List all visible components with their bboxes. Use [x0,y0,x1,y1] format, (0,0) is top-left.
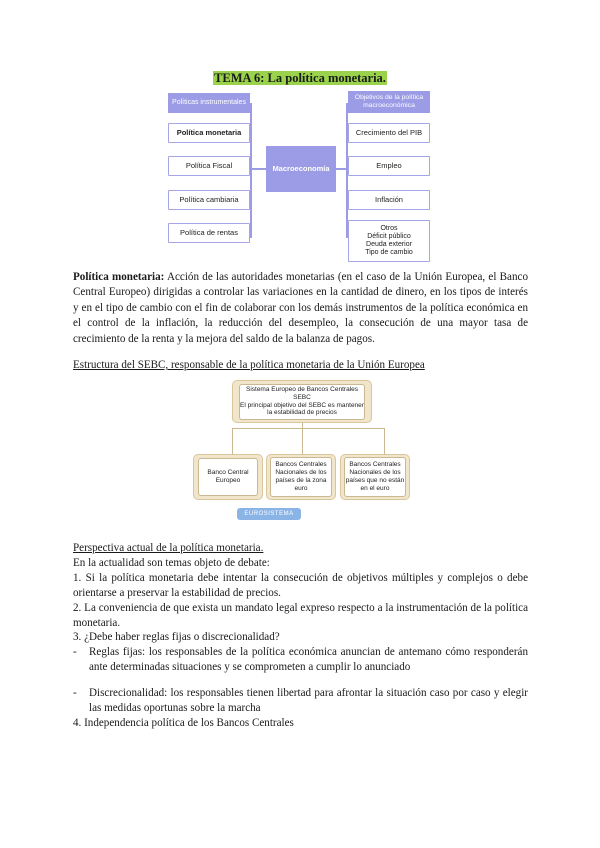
left-item-rentas: Política de rentas [168,223,250,243]
left-item-monetaria: Política monetaria [168,123,250,143]
left-connector [250,103,252,238]
left-item-fiscal: Política Fiscal [168,156,250,176]
otros-line: Tipo de cambio [365,249,413,257]
list-dash: - [73,646,77,658]
sebc-connector [232,428,233,455]
sebc-child-bce-inner: Banco Central Europeo [198,458,258,496]
sebc-connector [232,428,384,429]
center-box: Macroeconomía [266,146,336,192]
sebc-child-bcn-euro [266,454,336,500]
sebc-child-bcn-noeuro [340,454,410,500]
left-item-cambiaria: Política cambiaria [168,190,250,210]
right-header: Objetivos de la política macroeconómica [348,91,430,113]
sebc-child-bce [193,454,263,500]
sebc-top-box [232,380,372,423]
sub-item-reglas-text: Reglas fijas: los responsables de la política económica anuncian de antemano cómo responderán ante determinadas situaciones y se comprometen a cumplir lo anunciado [89,646,528,673]
center-connector [250,168,267,170]
eurosistema-badge: EUROSISTEMA [237,508,301,520]
page-title: TEMA 6: La política monetaria. [214,71,386,85]
sebc-top-title: Sistema Europeo de Bancos Centrales [245,385,358,393]
sebc-heading: Estructura del SEBC, responsable de la política monetaria de la Unión Europea [73,359,425,371]
sub-item-discrecionalidad-text: Discrecionalidad: los responsables tienen libertad para afrontar la situación caso por caso y elegir las medidas oportunas sobre la marcha [89,687,528,714]
definition-term: Política monetaria: [73,271,165,283]
sub-item-reglas [73,645,528,675]
perspectiva-point-2: 2. La conveniencia de que exista un mandato legal expreso respecto a la instrumentación de la política monetaria. [73,602,528,629]
list-dash: - [73,687,77,699]
definition-text: Acción de las autoridades monetarias (en el caso de la Unión Europea, el Banco Central Europeo) dirigidas a controlar las variaciones en la cantidad de dinero, en los tipos de interés y en el tipo de cambio con el fin de colaborar con los demás instrumentos de la política económica en el control de la inflación, la reducción del desempleo, la consecución de una mayor tasa de crecimiento de la renta y la mejora del saldo de la balanza de pagos. [73,271,528,345]
sebc-connector [302,420,303,455]
perspectiva-point-4: 4. Independencia política de los Bancos Centrales [73,717,294,729]
otros-line: Déficit público [367,232,411,240]
right-item-otros [348,220,430,262]
left-header: Políticas instrumentales [168,93,250,113]
perspectiva-heading: Perspectiva actual de la política monetaria. [73,542,264,554]
sebc-child-bcn-euro-inner: Bancos Centrales Nacionales de los países de la zona euro [270,457,332,497]
otros-title: Otros [380,224,398,232]
right-item-empleo: Empleo [348,156,430,176]
sebc-connector [384,428,385,455]
sub-item-discrecionalidad [73,686,528,716]
right-item-pib: Crecimiento del PIB [348,123,430,143]
sebc-top-inner [239,384,365,420]
right-item-inflacion: Inflación [348,190,430,210]
definition-paragraph [73,270,528,347]
perspectiva-intro: En la actualidad son temas objeto de debate: [73,557,270,569]
otros-line: Deuda exterior [366,241,412,248]
perspectiva-point-3: 3. ¿Debe haber reglas fijas o discrecionalidad? [73,631,280,643]
sebc-top-abbr: SEBC [293,393,311,401]
sebc-top-desc: El principal objetivo del SEBC es mantener la estabilidad de precios [240,401,364,417]
sebc-child-bcn-noeuro-inner: Bancos Centrales Nacionales de los países que no están en el euro [344,457,406,497]
perspectiva-point-1: 1. Si la política monetaria debe intentar la consecución de objetivos múltiples y complejos o debe orientarse a preservar la estabilidad de precios. [73,572,528,599]
